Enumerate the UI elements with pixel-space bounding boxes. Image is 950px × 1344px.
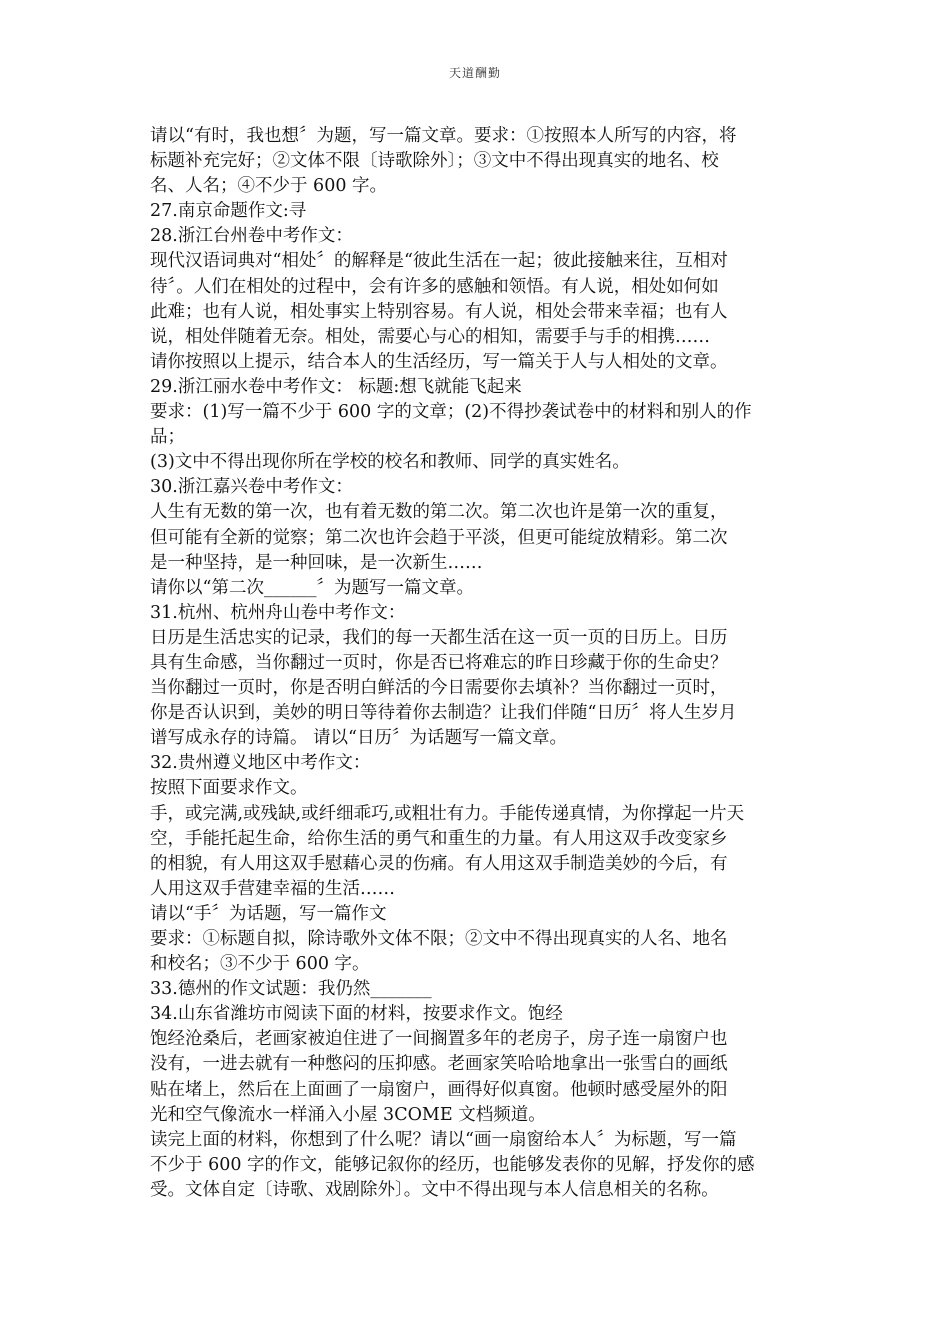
text-line: 33.德州的作文试题：我仍然_______	[150, 979, 432, 1000]
text-line: 请以“手〞为话题，写一篇作文	[150, 903, 387, 924]
text-line: 但可能有全新的觉察；第二次也许会趋于平淡，但更可能绽放精彩。第二次	[150, 527, 728, 548]
text-line: 请你按照以上提示，结合本人的生活经历，写一篇关于人与人相处的文章。	[150, 351, 728, 372]
text-line: 此难；也有人说，相处事实上特别容易。有人说，相处会带来幸福；也有人	[150, 301, 728, 322]
text-line: 现代汉语词典对“相处〞的解释是“彼此生活在一起；彼此接触来往，互相对	[150, 251, 728, 272]
text-line: 请你以“第二次______〞为题写一篇文章。	[150, 577, 474, 598]
text-line: 读完上面的材料，你想到了什么呢？请以“画一扇窗给本人〞为标题，写一篇	[150, 1129, 737, 1150]
text-line: 受。文体自定〔诗歌、戏剧除外〕。文中不得出现与本人信息相关的名称。	[150, 1179, 719, 1200]
text-line: 28.浙江台州卷中考作文：	[150, 226, 353, 247]
text-line: 当你翻过一页时，你是否明白鲜活的今日需要你去填补？当你翻过一页时，	[150, 678, 728, 699]
text-line: 29.浙江丽水卷中考作文： 标题:想飞就能飞起来	[150, 376, 522, 397]
text-line: 要求：(1)写一篇不少于 600 字的文章；(2)不得抄袭试卷中的材料和别人的作	[150, 402, 752, 423]
text-line: 要求：①标题自拟，除诗歌外文体不限；②文中不得出现真实的人名、地名	[150, 929, 728, 949]
text-line: 30.浙江嘉兴卷中考作文：	[150, 477, 353, 498]
text-line: 具有生命感，当你翻过一页时，你是否已将难忘的昨日珍藏于你的生命史？	[150, 652, 728, 673]
text-line: 人用这双手营建幸福的生活……	[150, 878, 395, 899]
text-line: 光和空气像流水一样涌入小屋 3COME 文档频道。	[150, 1104, 546, 1125]
text-line: 的相貌，有人用这双手慰藉心灵的伤痛。有人用这双手制造美妙的今后，有	[150, 853, 728, 874]
text-line: 谱写成永存的诗篇。 请以“日历〞为话题写一篇文章。	[150, 728, 568, 749]
text-line: 你是否认识到，美妙的明日等待着你去制造？让我们伴随“日历〞将人生岁月	[150, 703, 737, 724]
text-line: 没有，一进去就有一种憋闷的压抑感。老画家笑哈哈地拿出一张雪白的画纸	[150, 1054, 728, 1075]
text-line: 品；	[150, 427, 185, 448]
text-line: 手，或完满,或残缺,或纤细乖巧,或粗壮有力。手能传递真情，为你撑起一片天	[150, 803, 745, 824]
text-line: 不少于 600 字的作文，能够记叙你的经历，也能够发表你的见解，抒发你的感	[150, 1154, 755, 1175]
text-line: 是一种坚持，是一种回味，是一次新生……	[150, 552, 483, 573]
text-line: 请以“有时，我也想〞为题，写一篇文章。要求：①按照本人所写的内容，将	[150, 126, 737, 146]
text-line: 32.贵州遵义地区中考作文：	[150, 753, 371, 774]
text-line: 31.杭州、杭州舟山卷中考作文：	[150, 602, 406, 623]
text-line: 按照下面要求作文。	[150, 778, 308, 799]
text-line: 饱经沧桑后，老画家被迫住进了一间搁置多年的老房子，房子连一扇窗户也	[150, 1029, 728, 1050]
text-line: 标题补充完好；②文体不限〔诗歌除外〕；③文中不得出现真实的地名、校	[150, 151, 719, 172]
text-line: 和校名；③不少于 600 字。	[150, 954, 370, 975]
text-line: 空，手能托起生命，给你生活的勇气和重生的力量。有人用这双手改变家乡	[150, 828, 728, 849]
text-line: (3)文中不得出现你所在学校的校名和教师、同学的真实姓名。	[150, 452, 630, 473]
text-line: 名、人名；④不少于 600 字。	[150, 176, 388, 197]
text-line: 日历是生活忠实的记录，我们的每一天都生活在这一页一页的日历上。日历	[150, 627, 728, 648]
text-line: 待〞。人们在相处的过程中，会有许多的感触和领悟。有人说，相处如何如	[150, 276, 719, 297]
text-line: 人生有无数的第一次，也有着无数的第二次。第二次也许是第一次的重复，	[150, 502, 728, 523]
text-line: 34.山东省潍坊市阅读下面的材料，按要求作文。饱经	[150, 1004, 563, 1025]
page-header: 天道酬勤	[448, 66, 501, 80]
document-body	[150, 124, 810, 1203]
text-line: 27.南京命题作文:寻	[150, 201, 307, 222]
text-line: 贴在堵上，然后在上面画了一扇窗户，画得好似真窗。他顿时感受屋外的阳	[150, 1079, 728, 1100]
text-line: 说，相处伴随着无奈。相处，需要心与心的相知，需要手与手的相携……	[150, 326, 710, 347]
